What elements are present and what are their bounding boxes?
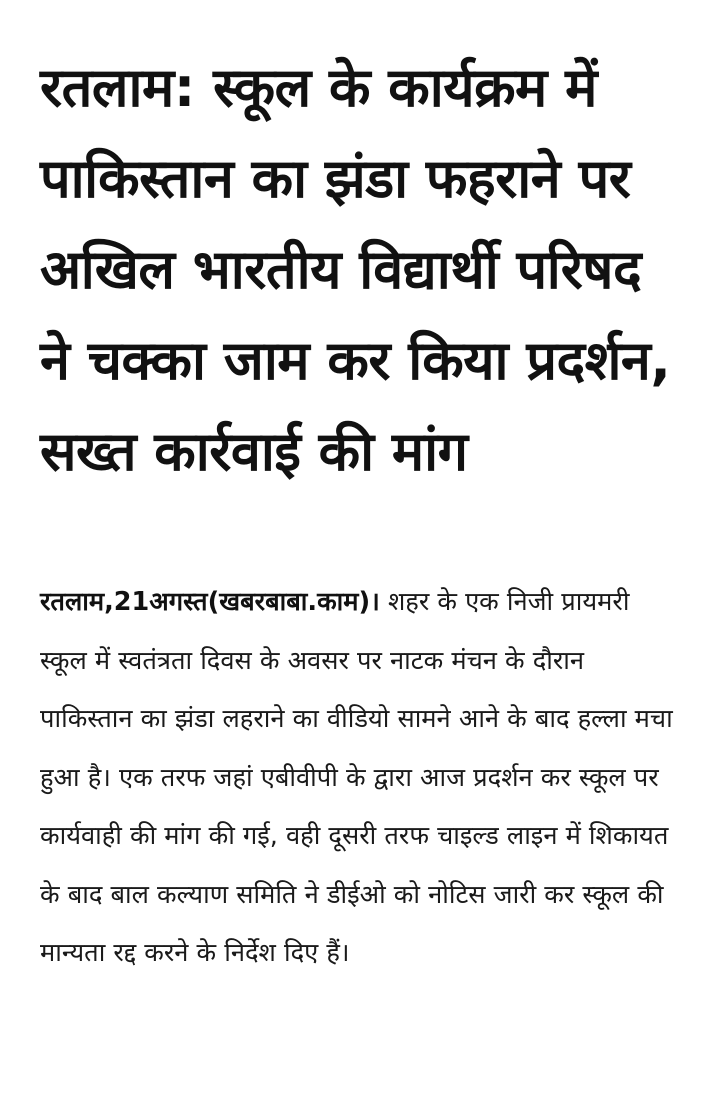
article-dateline: रतलाम,21अगस्त(खबरबाबा.काम)। xyxy=(40,587,380,617)
article-body-text: शहर के एक निजी प्रायमरी स्कूल में स्वतंत्रता दिवस के अवसर पर नाटक मंचन के दौरान पाकिस्तान का झंडा लहराने का वीडियो सामने आने के बाद हल्ला मचा हुआ है। एक तरफ जहां एबीवीपी के द्वारा आज प्रदर्शन कर स्कूल पर कार्यवाही की मांग की गई, वही दूसरी तरफ चाइल्ड लाइन में शिकायत के बाद बाल कल्याण समिति ने डीईओ को नोटिस जारी कर स्कूल की मान्यता रद्द करने के निर्देश दिए हैं। xyxy=(40,587,673,968)
article-body xyxy=(40,573,680,983)
article-headline: रतलाम: स्कूल के कार्यक्रम में पाकिस्तान का झंडा फहराने पर अखिल भारतीय विद्यार्थी परिषद ने चक्का जाम कर किया प्रदर्शन, सख्त कार्रवाई की मांग xyxy=(40,56,671,483)
